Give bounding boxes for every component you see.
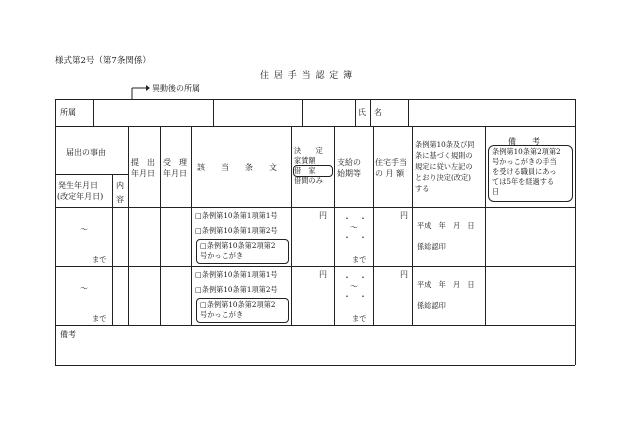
decision-header-2: 家賃額 xyxy=(294,156,316,165)
affiliation-label: 所属 xyxy=(60,108,76,117)
housing-header-1: 住宅手当 xyxy=(375,158,407,167)
footer-remarks-label: 備考 xyxy=(60,330,76,339)
submit-header-1: 提 出 xyxy=(131,158,155,167)
remarks-text-5: 日 xyxy=(492,187,500,196)
page-title: 住 居 手 当 認 定 簿 xyxy=(260,71,354,81)
content-header-1: 内 xyxy=(116,181,124,190)
occurrence-note: (改定年月日) xyxy=(57,192,104,201)
submit-header-2: 年月日 xyxy=(131,169,155,178)
remarks-header: 備 考 xyxy=(508,137,540,146)
reason-header: 届出の事由 xyxy=(66,148,106,157)
form-label: 様式第2号（第7条関係） xyxy=(55,56,151,66)
arrow-label: 異動後の所属 xyxy=(152,84,200,93)
article-header: 該 当 条 文 xyxy=(197,163,277,172)
content-header-2: 容 xyxy=(116,195,124,204)
rule-text-4: とおり決定(改定) xyxy=(415,173,471,182)
rule-text-1: 条例第10条及び同 xyxy=(415,140,475,149)
arrow-icon xyxy=(130,84,150,100)
rule-text-5: する xyxy=(415,184,430,193)
rule-text-2: 条に基づく規則の xyxy=(415,151,473,160)
start-header-1: 支給の xyxy=(337,158,361,167)
occurrence-date-header: 発生年月日 xyxy=(58,181,98,190)
remarks-text-3: を受ける職員にあっ xyxy=(492,167,557,176)
receive-header-1: 受 理 xyxy=(163,158,187,167)
remarks-text-4: ては5年を経過する xyxy=(492,177,555,186)
remarks-text-2: 号かっこがきの手当 xyxy=(492,157,557,166)
decision-header-1: 決 定 xyxy=(294,146,323,155)
rule-text-3: 規定に従い左記の xyxy=(415,162,473,171)
start-header-2: 始期等 xyxy=(337,169,361,178)
receive-header-2: 年月日 xyxy=(163,169,187,178)
housing-header-2: の 月 額 xyxy=(375,169,405,178)
remarks-text-1: 条例第10条第2項第2 xyxy=(492,147,561,156)
decision-header-3: 借 家 xyxy=(294,166,316,175)
name-label: 氏 名 xyxy=(358,108,382,117)
decision-header-4: 借間のみ xyxy=(294,176,323,185)
